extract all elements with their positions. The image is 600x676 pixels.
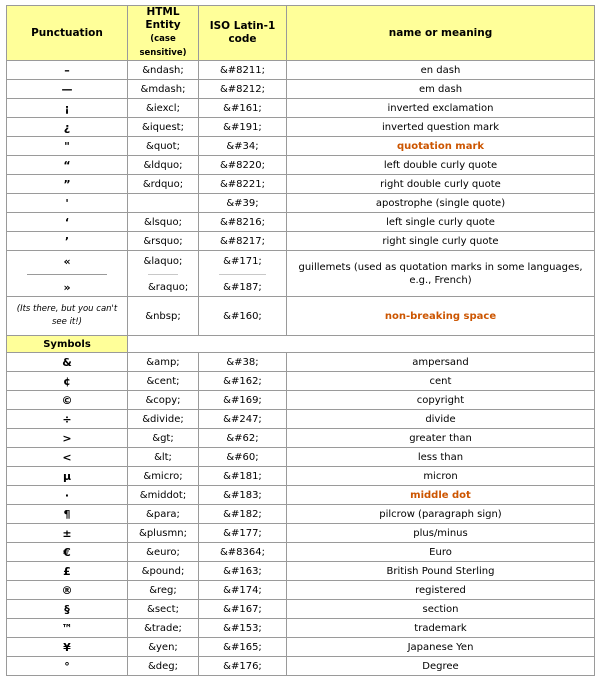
table-row	[7, 619, 595, 638]
meaning-cell: registered	[287, 581, 595, 600]
meaning-cell: pilcrow (paragraph sign)	[287, 505, 595, 524]
glyph-cell: €	[7, 543, 128, 562]
table-row	[7, 562, 595, 581]
entity-cell: &gt;	[128, 429, 199, 448]
entity-cell: &plusmn;	[128, 524, 199, 543]
glyph-cell: °	[7, 657, 128, 676]
table-row	[7, 600, 595, 619]
meaning-cell: Degree	[287, 657, 595, 676]
glyph-cell: –	[7, 61, 128, 80]
header-punctuation: Punctuation	[7, 6, 128, 61]
entity-cell: &sect;	[128, 600, 199, 619]
table-row	[7, 429, 595, 448]
meaning-cell: middle dot	[287, 486, 595, 505]
meaning-cell: inverted exclamation	[287, 99, 595, 118]
guillemet-glyph-cell	[7, 251, 128, 297]
code-cell: &#62;	[199, 429, 287, 448]
glyph-cell: >	[7, 429, 128, 448]
code-cell: &#8220;	[199, 156, 287, 175]
nbsp-meaning: non-breaking space	[287, 297, 595, 336]
code-cell: &#8217;	[199, 232, 287, 251]
glyph-cell: ¡	[7, 99, 128, 118]
code-cell: &#162;	[199, 372, 287, 391]
meaning-cell: Japanese Yen	[287, 638, 595, 657]
code-cell: &#38;	[199, 353, 287, 372]
code-cell: &#165;	[199, 638, 287, 657]
code-cell: &#8364;	[199, 543, 287, 562]
code-cell: &#34;	[199, 137, 287, 156]
code-cell: &#8211;	[199, 61, 287, 80]
table-row	[7, 213, 595, 232]
glyph-cell: ‘	[7, 213, 128, 232]
guillemet-right-code: &#187;	[219, 274, 266, 296]
entity-cell: &trade;	[128, 619, 199, 638]
meaning-cell: copyright	[287, 391, 595, 410]
special-rows	[7, 251, 595, 353]
entity-cell: &micro;	[128, 467, 199, 486]
symbols-section	[7, 353, 595, 676]
table-row-nbsp	[7, 297, 595, 336]
code-cell: &#169;	[199, 391, 287, 410]
code-cell: &#8212;	[199, 80, 287, 99]
table-row	[7, 543, 595, 562]
table-row	[7, 118, 595, 137]
symbols-label: Symbols	[7, 336, 128, 353]
meaning-cell: section	[287, 600, 595, 619]
entity-cell: &cent;	[128, 372, 199, 391]
punctuation-section	[7, 61, 595, 251]
header-meaning: name or meaning	[287, 6, 595, 61]
code-cell: &#191;	[199, 118, 287, 137]
table-row	[7, 137, 595, 156]
nbsp-note: (Its there, but you can't see it!)	[7, 297, 128, 336]
code-cell: &#161;	[199, 99, 287, 118]
meaning-cell: Euro	[287, 543, 595, 562]
table-row	[7, 353, 595, 372]
meaning-cell: en dash	[287, 61, 595, 80]
glyph-cell: ¿	[7, 118, 128, 137]
table-row-guillemets	[7, 251, 595, 297]
glyph-cell: "	[7, 137, 128, 156]
guillemet-left-entity: &laquo;	[143, 256, 183, 267]
table-row	[7, 232, 595, 251]
code-cell: &#163;	[199, 562, 287, 581]
entity-cell: &rsquo;	[128, 232, 199, 251]
header-case-sensitive-note: (case sensitive)	[139, 34, 187, 58]
entity-cell: &copy;	[128, 391, 199, 410]
header-row	[7, 6, 595, 61]
glyph-cell: “	[7, 156, 128, 175]
entity-cell: &rdquo;	[128, 175, 199, 194]
glyph-cell: ®	[7, 581, 128, 600]
table-row	[7, 581, 595, 600]
code-cell: &#60;	[199, 448, 287, 467]
entity-cell: &iexcl;	[128, 99, 199, 118]
meaning-cell: micron	[287, 467, 595, 486]
glyph-cell: ¶	[7, 505, 128, 524]
meaning-cell: less than	[287, 448, 595, 467]
entity-cell: &para;	[128, 505, 199, 524]
meaning-cell: British Pound Sterling	[287, 562, 595, 581]
meaning-cell: trademark	[287, 619, 595, 638]
glyph-cell: ±	[7, 524, 128, 543]
table-row	[7, 657, 595, 676]
table-row	[7, 638, 595, 657]
table-row	[7, 80, 595, 99]
symbols-header-blank	[128, 336, 595, 353]
header-html-entity-label: HTML Entity	[145, 6, 181, 31]
entity-cell: &lsquo;	[128, 213, 199, 232]
table-row	[7, 175, 595, 194]
meaning-cell: greater than	[287, 429, 595, 448]
meaning-cell: apostrophe (single quote)	[287, 194, 595, 213]
code-cell: &#177;	[199, 524, 287, 543]
header-html-entity	[128, 6, 199, 61]
entity-cell: &ldquo;	[128, 156, 199, 175]
header-iso-code: ISO Latin-1 code	[199, 6, 287, 61]
glyph-cell: —	[7, 80, 128, 99]
code-cell: &#247;	[199, 410, 287, 429]
code-cell: &#8221;	[199, 175, 287, 194]
glyph-cell: ·	[7, 486, 128, 505]
entity-cell	[128, 194, 199, 213]
meaning-cell: ampersand	[287, 353, 595, 372]
glyph-cell: ¥	[7, 638, 128, 657]
entity-cell: &amp;	[128, 353, 199, 372]
entity-cell: &pound;	[128, 562, 199, 581]
meaning-cell: plus/minus	[287, 524, 595, 543]
meaning-cell: cent	[287, 372, 595, 391]
code-cell: &#181;	[199, 467, 287, 486]
table-row	[7, 391, 595, 410]
table-row	[7, 448, 595, 467]
guillemet-code-cell	[199, 251, 287, 297]
code-cell: &#176;	[199, 657, 287, 676]
glyph-cell: ’	[7, 232, 128, 251]
guillemet-meaning: guillemets (used as quotation marks in some languages, e.g., French)	[287, 251, 595, 297]
entity-cell: &ndash;	[128, 61, 199, 80]
guillemet-left-code: &#171;	[223, 256, 262, 267]
symbols-section-header	[7, 336, 595, 353]
glyph-cell: ©	[7, 391, 128, 410]
code-cell: &#183;	[199, 486, 287, 505]
code-cell: &#8216;	[199, 213, 287, 232]
table-row	[7, 505, 595, 524]
meaning-cell: em dash	[287, 80, 595, 99]
glyph-cell: <	[7, 448, 128, 467]
meaning-cell: quotation mark	[287, 137, 595, 156]
table-row	[7, 194, 595, 213]
entity-cell: &middot;	[128, 486, 199, 505]
table-row	[7, 410, 595, 429]
guillemet-right-entity: &raquo;	[148, 274, 178, 296]
meaning-cell: inverted question mark	[287, 118, 595, 137]
entity-cell: &euro;	[128, 543, 199, 562]
meaning-cell: divide	[287, 410, 595, 429]
code-cell: &#167;	[199, 600, 287, 619]
entity-cell: &deg;	[128, 657, 199, 676]
code-cell: &#174;	[199, 581, 287, 600]
meaning-cell: left single curly quote	[287, 213, 595, 232]
meaning-cell: left double curly quote	[287, 156, 595, 175]
code-cell: &#153;	[199, 619, 287, 638]
guillemet-left-glyph: «	[63, 255, 71, 268]
entity-cell: &reg;	[128, 581, 199, 600]
entity-cell: &yen;	[128, 638, 199, 657]
glyph-cell: ¢	[7, 372, 128, 391]
nbsp-entity: &nbsp;	[128, 297, 199, 336]
table-row	[7, 372, 595, 391]
table-row	[7, 99, 595, 118]
glyph-cell: ™	[7, 619, 128, 638]
table-row	[7, 156, 595, 175]
glyph-cell: ÷	[7, 410, 128, 429]
meaning-cell: right single curly quote	[287, 232, 595, 251]
glyph-cell: &	[7, 353, 128, 372]
meaning-cell: right double curly quote	[287, 175, 595, 194]
table-row	[7, 61, 595, 80]
entity-cell: &iquest;	[128, 118, 199, 137]
glyph-cell: µ	[7, 467, 128, 486]
entity-cell: &quot;	[128, 137, 199, 156]
entity-cell: &divide;	[128, 410, 199, 429]
glyph-cell: ”	[7, 175, 128, 194]
guillemet-right-glyph: »	[27, 274, 107, 296]
entity-cell: &mdash;	[128, 80, 199, 99]
nbsp-code: &#160;	[199, 297, 287, 336]
glyph-cell: §	[7, 600, 128, 619]
guillemet-entity-cell	[128, 251, 199, 297]
entity-table	[6, 5, 595, 676]
glyph-cell: '	[7, 194, 128, 213]
code-cell: &#182;	[199, 505, 287, 524]
entity-cell: &lt;	[128, 448, 199, 467]
glyph-cell: £	[7, 562, 128, 581]
table-row	[7, 467, 595, 486]
table-row	[7, 486, 595, 505]
code-cell: &#39;	[199, 194, 287, 213]
table-row	[7, 524, 595, 543]
